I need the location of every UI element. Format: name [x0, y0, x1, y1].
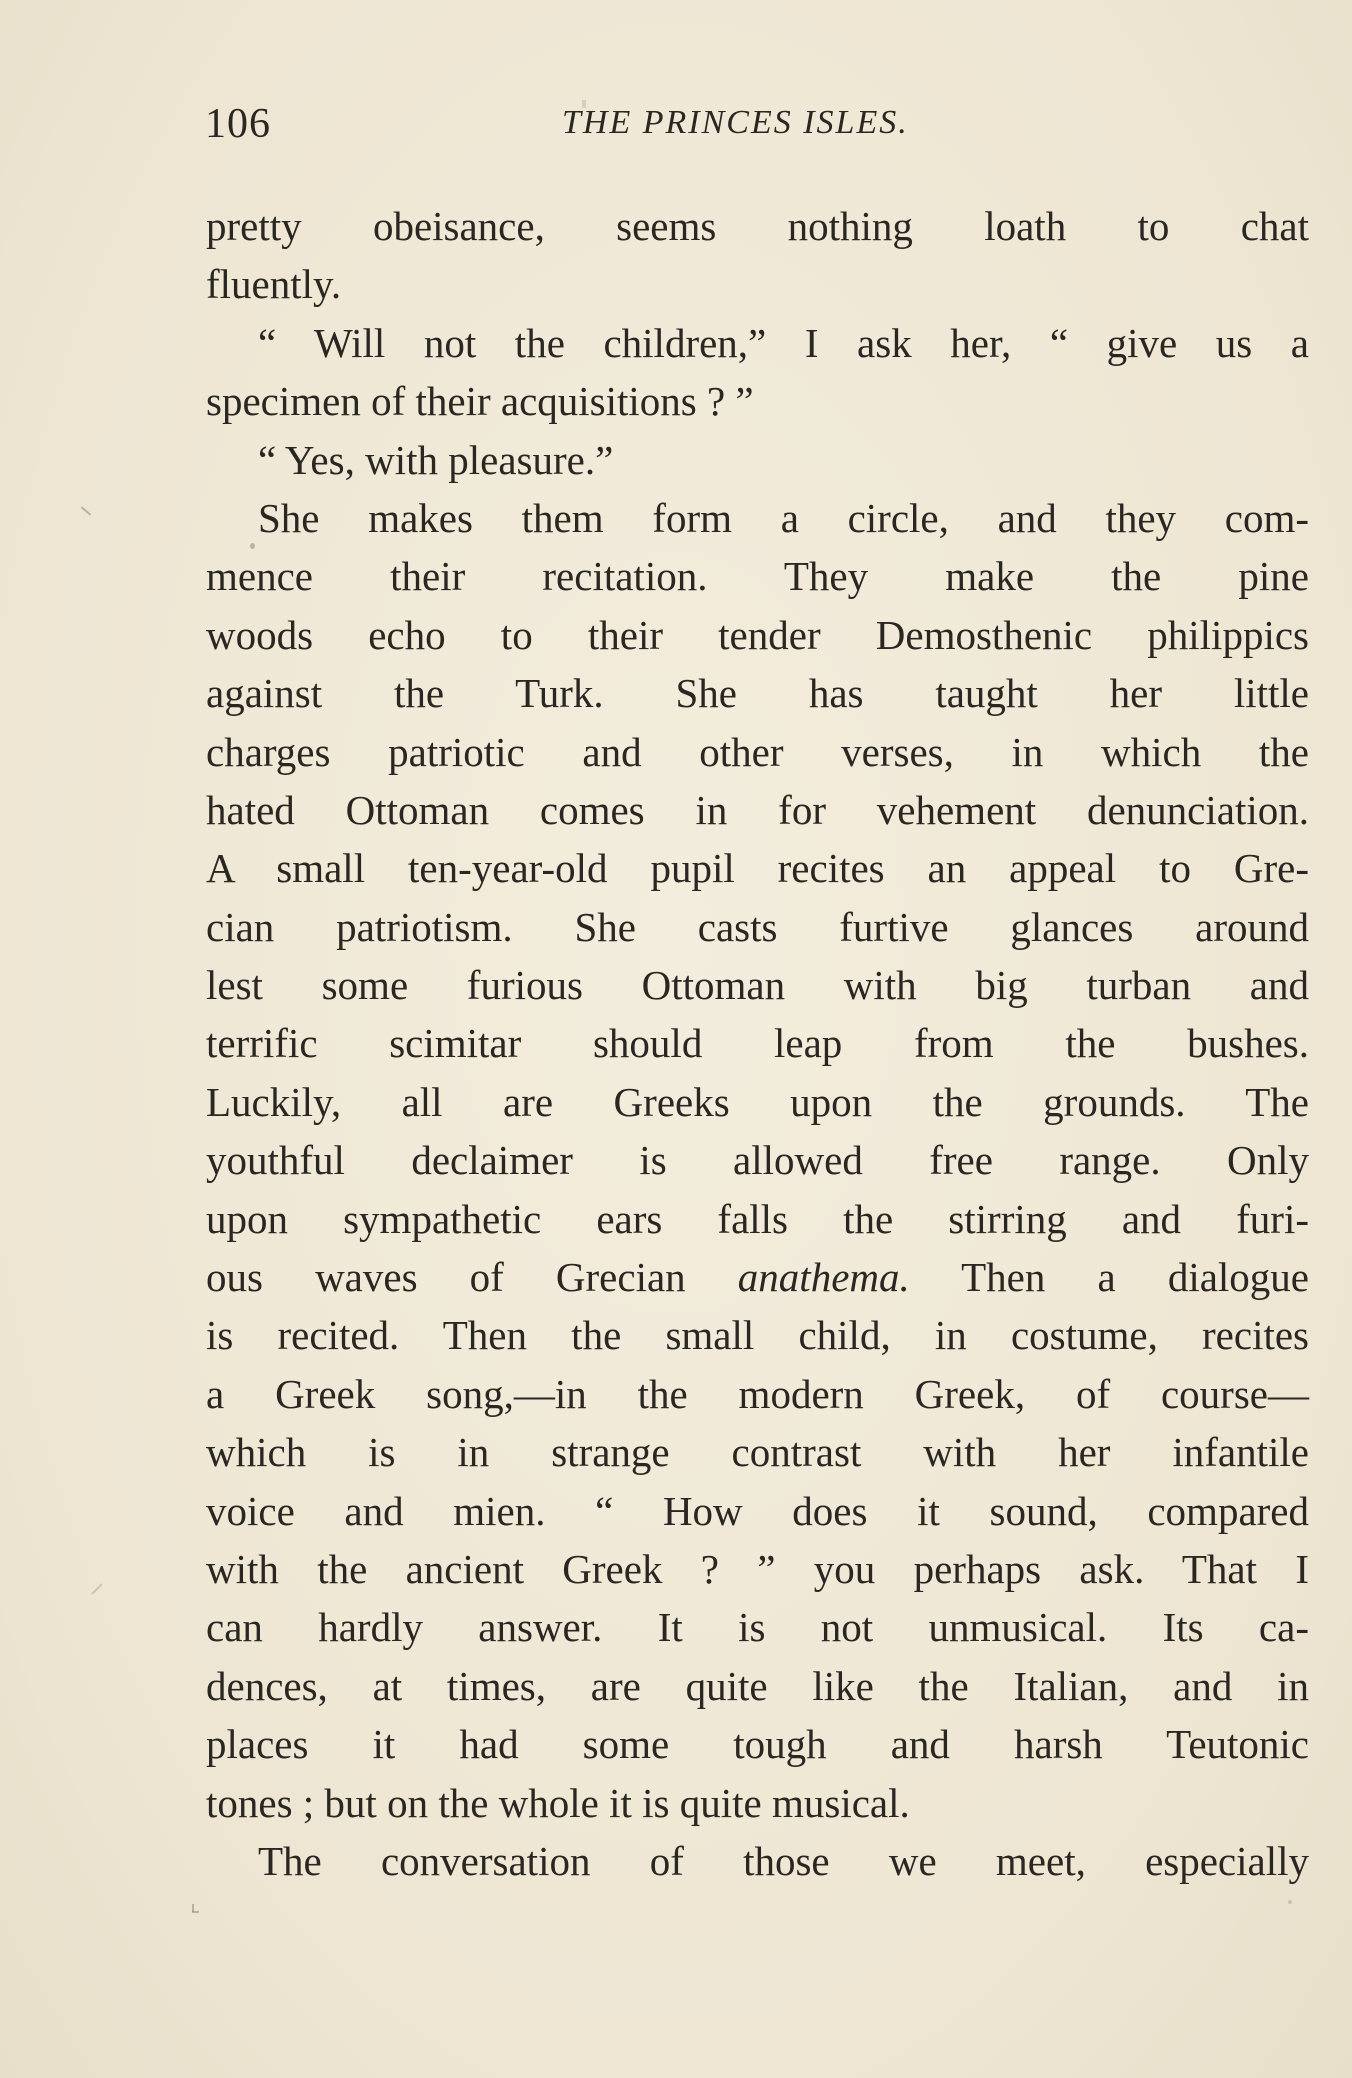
text-line: specimen of their acquisitions ? ”: [206, 378, 754, 425]
text-segment: Then a dialogue: [961, 1254, 1309, 1301]
text-line: upon sympathetic ears falls the stirring and furi-: [206, 1195, 1309, 1242]
text-line: pretty obeisance, seems nothing loath to chat: [206, 203, 1309, 249]
paper-speck: [192, 1904, 194, 1912]
text-line: charges patriotic and other verses, in which the: [206, 728, 1309, 775]
text-line: can hardly answer. It is not unmusical. Its ca-: [206, 1604, 1309, 1651]
paper-speck: [250, 543, 255, 549]
text-line: with the ancient Greek ? ” you perhaps ask. That I: [206, 1545, 1309, 1592]
text-line: She makes them form a circle, and they com-: [258, 494, 1309, 541]
text-line: tones ; but on the whole it is quite musical.: [206, 1779, 910, 1826]
text-line: places it had some tough and harsh Teutonic: [206, 1721, 1309, 1768]
text-line: woods echo to their tender Demosthenic philippics: [206, 611, 1309, 658]
text-line: cian patriotism. She casts furtive glances around: [206, 903, 1309, 950]
text-line: a Greek song,—in the modern Greek, of course—: [206, 1370, 1309, 1417]
page-header: [205, 100, 1320, 160]
body-text: [206, 197, 1309, 1890]
running-title: THE PRINCES ISLES.: [562, 104, 909, 141]
text-line: Luckily, all are Greeks upon the grounds. The: [206, 1078, 1309, 1125]
text-line-with-italic: [206, 1248, 1309, 1306]
text-line: A small ten-year-old pupil recites an appeal to Gre-: [206, 845, 1309, 892]
text-line: dences, at times, are quite like the Italian, and in: [206, 1662, 1309, 1709]
text-segment: ous waves of Grecian: [206, 1254, 686, 1301]
text-line: “ Yes, with pleasure.”: [258, 436, 614, 483]
text-line: hated Ottoman comes in for vehement denunciation.: [206, 786, 1309, 833]
text-line: lest some furious Ottoman with big turban and: [206, 962, 1309, 1009]
italic-word: anathema.: [737, 1254, 910, 1301]
text-line: is recited. Then the small child, in costume, recites: [206, 1312, 1309, 1359]
page-number: 106: [205, 101, 271, 147]
text-line: youthful declaimer is allowed free range. Only: [206, 1137, 1309, 1184]
paper-speck: [81, 506, 91, 515]
text-line: “ Will not the children,” I ask her, “ give us a: [258, 319, 1309, 366]
text-line: voice and mien. “ How does it sound, compared: [206, 1487, 1309, 1534]
text-line: fluently.: [206, 261, 342, 308]
paper-speck: [91, 1583, 102, 1594]
text-line: terrific scimitar should leap from the bushes.: [206, 1020, 1309, 1067]
text-line: mence their recitation. They make the pine: [206, 553, 1309, 600]
text-line: which is in strange contrast with her infantile: [206, 1429, 1309, 1476]
text-line: The conversation of those we meet, especially: [258, 1837, 1309, 1884]
paper-speck: [1288, 1900, 1292, 1904]
paper-speck: [582, 100, 586, 108]
text-line: against the Turk. She has taught her little: [206, 670, 1309, 717]
